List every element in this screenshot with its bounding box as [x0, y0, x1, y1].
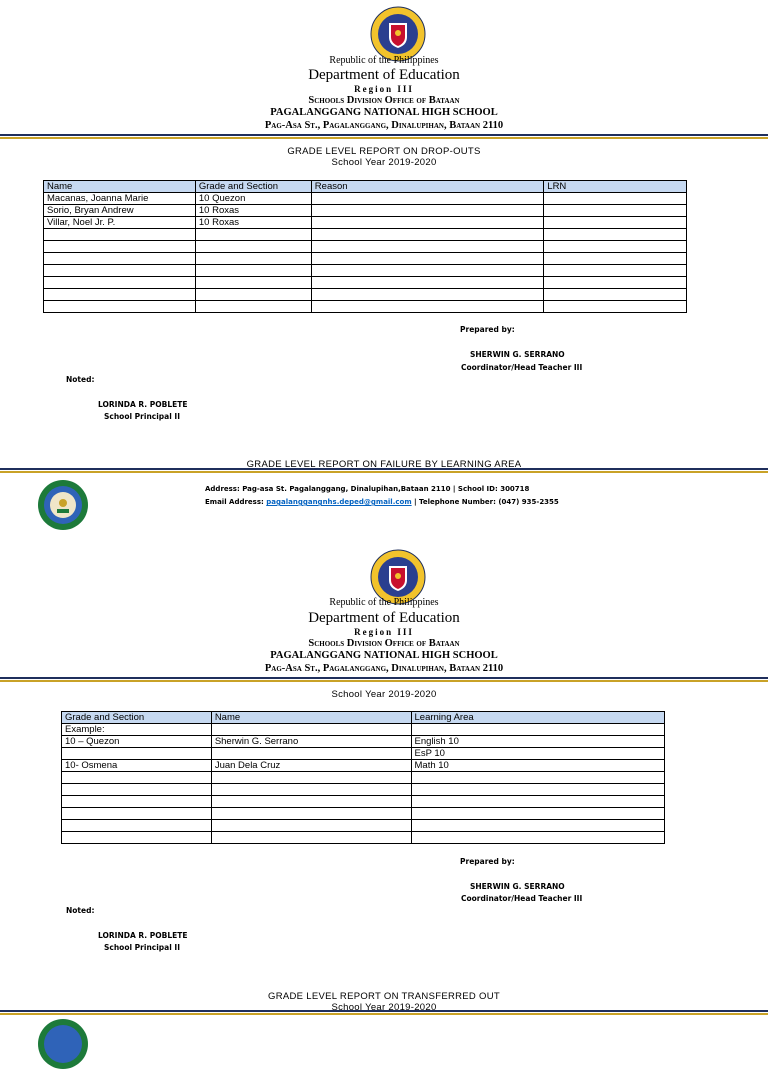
- republic-text: Republic of the Philippines: [329, 55, 439, 66]
- table-row: [62, 796, 665, 808]
- table-cell: [211, 832, 411, 844]
- header-divider: [0, 677, 768, 682]
- school-name: PAGALANGGANG NATIONAL HIGH SCHOOL: [270, 107, 498, 118]
- report-title-dropouts: GRADE LEVEL REPORT ON DROP-OUTS: [287, 146, 481, 157]
- footer-divider: [0, 1010, 768, 1015]
- footer-divider: [0, 468, 768, 473]
- table-cell: [311, 205, 543, 217]
- table-row: [44, 289, 687, 301]
- table-row: [62, 724, 665, 736]
- table-cell: Sorio, Bryan Andrew: [44, 205, 196, 217]
- table-cell: [544, 301, 687, 313]
- table-cell: [311, 289, 543, 301]
- table-row: [44, 193, 687, 205]
- table-cell: EsP 10: [411, 748, 665, 760]
- table-row: [44, 241, 687, 253]
- table-cell: [411, 784, 665, 796]
- table-cell: [44, 289, 196, 301]
- phone-text: | Telephone Number: (047) 935-2355: [411, 498, 559, 506]
- department-text: Department of Education: [308, 610, 460, 626]
- table-cell: [544, 205, 687, 217]
- school-year-3: School Year 2019-2020: [331, 1002, 437, 1013]
- table-row: [62, 820, 665, 832]
- region-text: Region III: [354, 627, 414, 637]
- table-cell: [62, 748, 212, 760]
- table-cell: English 10: [411, 736, 665, 748]
- table-cell: [211, 820, 411, 832]
- col-header: Reason: [311, 181, 543, 193]
- republic-text: Republic of the Philippines: [329, 597, 439, 608]
- table-row: [44, 217, 687, 229]
- table-cell: 10 Roxas: [195, 205, 311, 217]
- col-header: LRN: [544, 181, 687, 193]
- table-row: [62, 784, 665, 796]
- table-cell: [311, 217, 543, 229]
- preparer-name: SHERWIN G. SERRANO: [470, 350, 565, 359]
- table-row: [62, 736, 665, 748]
- prepared-by-label: Prepared by:: [460, 857, 515, 866]
- table-cell: [544, 241, 687, 253]
- table-cell: [44, 301, 196, 313]
- school-logo-icon: [37, 1018, 89, 1070]
- school-address: Pag-Asa St., Pagalanggang, Dinalupihan, Bataan 2110: [264, 663, 504, 674]
- table-row: [62, 760, 665, 772]
- table-cell: [195, 277, 311, 289]
- table-cell: [195, 265, 311, 277]
- table-cell: [311, 253, 543, 265]
- table-cell: [62, 808, 212, 820]
- division-text: Schools Division Office of Bataan: [308, 95, 460, 106]
- principal-title: School Principal II: [104, 943, 180, 952]
- table-cell: [411, 820, 665, 832]
- preparer-name: SHERWIN G. SERRANO: [470, 882, 565, 891]
- preparer-title: Coordinator/Head Teacher III: [461, 894, 583, 903]
- table-cell: [544, 289, 687, 301]
- table-cell: 10 Quezon: [195, 193, 311, 205]
- prepared-by-label: Prepared by:: [460, 325, 515, 334]
- department-text: Department of Education: [308, 67, 460, 83]
- table-cell: [62, 796, 212, 808]
- table-cell: [211, 808, 411, 820]
- table-cell: [195, 229, 311, 241]
- table-cell: [211, 748, 411, 760]
- table-cell: [544, 217, 687, 229]
- table-row: [44, 229, 687, 241]
- table-cell: [62, 820, 212, 832]
- table-cell: [195, 241, 311, 253]
- footer-contact: [205, 498, 559, 506]
- division-text: Schools Division Office of Bataan: [308, 638, 460, 649]
- failure-table: [61, 711, 665, 844]
- table-cell: [544, 229, 687, 241]
- table-cell: [311, 301, 543, 313]
- table-row: [44, 265, 687, 277]
- table-cell: [411, 724, 665, 736]
- col-header: Grade and Section: [195, 181, 311, 193]
- table-cell: 10- Osmena: [62, 760, 212, 772]
- table-cell: [411, 808, 665, 820]
- table-header-row: [62, 712, 665, 724]
- table-cell: Villar, Noel Jr. P.: [44, 217, 196, 229]
- table-cell: [211, 796, 411, 808]
- email-label: Email Address:: [205, 498, 267, 506]
- preparer-title: Coordinator/Head Teacher III: [461, 363, 583, 372]
- table-row: [44, 205, 687, 217]
- table-cell: [211, 724, 411, 736]
- table-cell: Example:: [62, 724, 212, 736]
- principal-name: LORINDA R. POBLETE: [98, 400, 188, 409]
- school-year-2: School Year 2019-2020: [331, 689, 437, 700]
- table-cell: [44, 241, 196, 253]
- dropouts-table: [43, 180, 687, 313]
- table-cell: [44, 265, 196, 277]
- table-cell: [311, 265, 543, 277]
- table-cell: [311, 241, 543, 253]
- table-cell: [211, 772, 411, 784]
- table-row: [62, 808, 665, 820]
- col-header: Learning Area: [411, 712, 665, 724]
- email-link[interactable]: pagalanggangnhs.deped@gmail.com: [266, 498, 412, 506]
- table-cell: [62, 832, 212, 844]
- table-cell: [311, 229, 543, 241]
- table-cell: [44, 277, 196, 289]
- table-cell: [544, 277, 687, 289]
- table-cell: Macanas, Joanna Marie: [44, 193, 196, 205]
- table-cell: [195, 301, 311, 313]
- table-cell: [411, 772, 665, 784]
- table-row: [44, 301, 687, 313]
- table-cell: [195, 253, 311, 265]
- table-cell: [311, 193, 543, 205]
- table-cell: [411, 796, 665, 808]
- table-cell: [44, 229, 196, 241]
- col-header: Name: [211, 712, 411, 724]
- region-text: Region III: [354, 84, 414, 94]
- table-cell: Sherwin G. Serrano: [211, 736, 411, 748]
- table-cell: 10 – Quezon: [62, 736, 212, 748]
- header-divider: [0, 134, 768, 139]
- col-header: Name: [44, 181, 196, 193]
- table-row: [62, 748, 665, 760]
- table-cell: [411, 832, 665, 844]
- school-name: PAGALANGGANG NATIONAL HIGH SCHOOL: [270, 650, 498, 661]
- table-cell: [311, 277, 543, 289]
- table-cell: [62, 784, 212, 796]
- table-cell: [62, 772, 212, 784]
- table-row: [62, 772, 665, 784]
- noted-label: Noted:: [66, 375, 95, 384]
- principal-title: School Principal II: [104, 412, 180, 421]
- table-row: [44, 253, 687, 265]
- school-address: Pag-Asa St., Pagalanggang, Dinalupihan, Bataan 2110: [264, 120, 504, 131]
- table-row: [62, 832, 665, 844]
- table-cell: [544, 265, 687, 277]
- footer-address: Address: Pag-asa St. Pagalanggang, Dinalupihan,Bataan 2110 | School ID: 300718: [205, 485, 530, 493]
- table-cell: 10 Roxas: [195, 217, 311, 229]
- col-header: Grade and Section: [62, 712, 212, 724]
- table-cell: [544, 193, 687, 205]
- deped-seal-icon: [370, 6, 426, 62]
- table-row: [44, 277, 687, 289]
- table-cell: [195, 289, 311, 301]
- table-cell: [544, 253, 687, 265]
- table-cell: [211, 784, 411, 796]
- school-year-1: School Year 2019-2020: [331, 157, 437, 168]
- table-cell: [44, 253, 196, 265]
- table-cell: Juan Dela Cruz: [211, 760, 411, 772]
- principal-name: LORINDA R. POBLETE: [98, 931, 188, 940]
- table-cell: Math 10: [411, 760, 665, 772]
- report-title-failure: GRADE LEVEL REPORT ON FAILURE BY LEARNING AREA: [246, 459, 522, 470]
- school-logo-icon: [37, 479, 89, 531]
- report-title-transferred: GRADE LEVEL REPORT ON TRANSFERRED OUT: [268, 991, 500, 1002]
- noted-label: Noted:: [66, 906, 95, 915]
- table-header-row: [44, 181, 687, 193]
